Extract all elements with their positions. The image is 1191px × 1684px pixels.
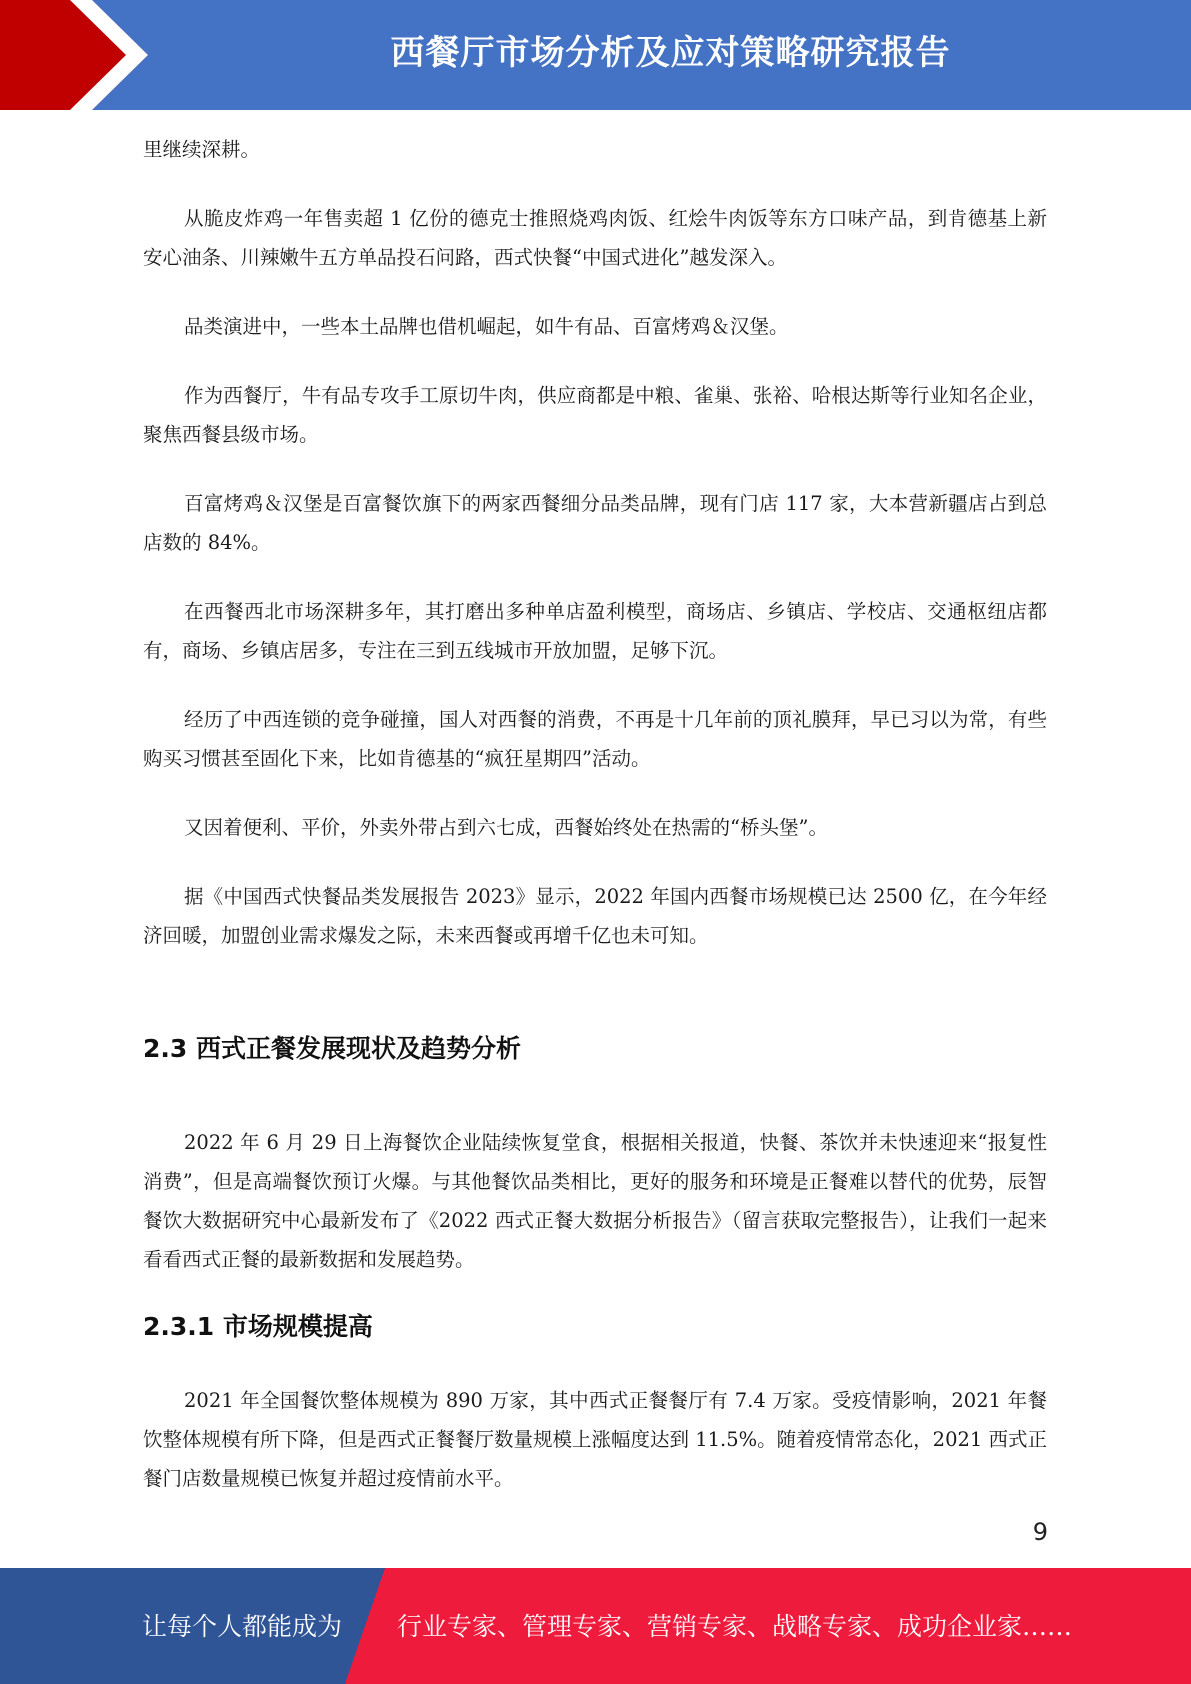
paragraph: 从脆皮炸鸡一年售卖超 1 亿份的德克士推照烧鸡肉饭、红烩牛肉饭等东方口味产品，到肯德基上新安心油条、川辣嫩牛五方单品投石问路，西式快餐“中国式进化”越发深入。 <box>143 207 1047 269</box>
paragraph: 又因着便利、平价，外卖外带占到六七成，西餐始终处在热需的“桥头堡”。 <box>184 816 828 839</box>
section-heading-2-3-1: 2.3.1 市场规模提高 <box>143 1312 373 1341</box>
page-footer <box>0 1568 1191 1684</box>
paragraph: 在西餐西北市场深耕多年，其打磨出多种单店盈利模型，商场店、乡镇店、学校店、交通枢纽店都有，商场、乡镇店居多，专注在三到五线城市开放加盟，足够下沉。 <box>143 600 1047 662</box>
paragraph: 2021 年全国餐饮整体规模为 890 万家，其中西式正餐餐厅有 7.4 万家。受疫情影响，2021 年餐饮整体规模有所下降，但是西式正餐餐厅数量规模上涨幅度达到 11.5%。随着疫情常态化，2021 西式正餐门店数量规模已恢复并超过疫情前水平。 <box>143 1389 1047 1490</box>
page-number: 9 <box>1032 1518 1048 1546</box>
paragraph: 里继续深耕。 <box>143 138 261 161</box>
footer-slogan-left: 让每个人都能成为 <box>142 1612 343 1641</box>
section-heading-2-3: 2.3 西式正餐发展现状及趋势分析 <box>143 1034 521 1063</box>
document-title: 西餐厅市场分析及应对策略研究报告 <box>390 33 951 73</box>
paragraph: 2022 年 6 月 29 日上海餐饮企业陆续恢复堂食，根据相关报道，快餐、茶饮并未快速迎来“报复性消费”，但是高端餐饮预订火爆。与其他餐饮品类相比，更好的服务和环境是正餐难以替代的优势，辰智餐饮大数据研究中心最新发布了《2022 西式正餐大数据分析报告》（留言获取完整报告），让我们一起来看看西式正餐的最新数据和发展趋势。 <box>143 1131 1047 1271</box>
paragraph: 品类演进中，一些本土品牌也借机崛起，如牛有品、百富烤鸡＆汉堡。 <box>184 315 789 338</box>
document-body <box>143 130 1047 1498</box>
page-header <box>0 0 1191 110</box>
paragraph: 作为西餐厅，牛有品专攻手工原切牛肉，供应商都是中粮、雀巢、张裕、哈根达斯等行业知名企业，聚焦西餐县级市场。 <box>143 384 1047 446</box>
paragraph: 经历了中西连锁的竞争碰撞，国人对西餐的消费，不再是十几年前的顶礼膜拜，早已习以为常，有些购买习惯甚至固化下来，比如肯德基的“疯狂星期四”活动。 <box>143 708 1047 770</box>
header-chevron-decoration <box>0 0 150 110</box>
paragraph: 据《中国西式快餐品类发展报告 2023》显示，2022 年国内西餐市场规模已达 2500 亿，在今年经济回暖，加盟创业需求爆发之际，未来西餐或再增千亿也未可知。 <box>143 885 1047 947</box>
paragraph: 百富烤鸡＆汉堡是百富餐饮旗下的两家西餐细分品类品牌，现有门店 117 家，大本营新疆店占到总店数的 84%。 <box>143 492 1047 554</box>
footer-slogan-right: 行业专家、管理专家、营销专家、战略专家、成功企业家…… <box>397 1612 1073 1641</box>
